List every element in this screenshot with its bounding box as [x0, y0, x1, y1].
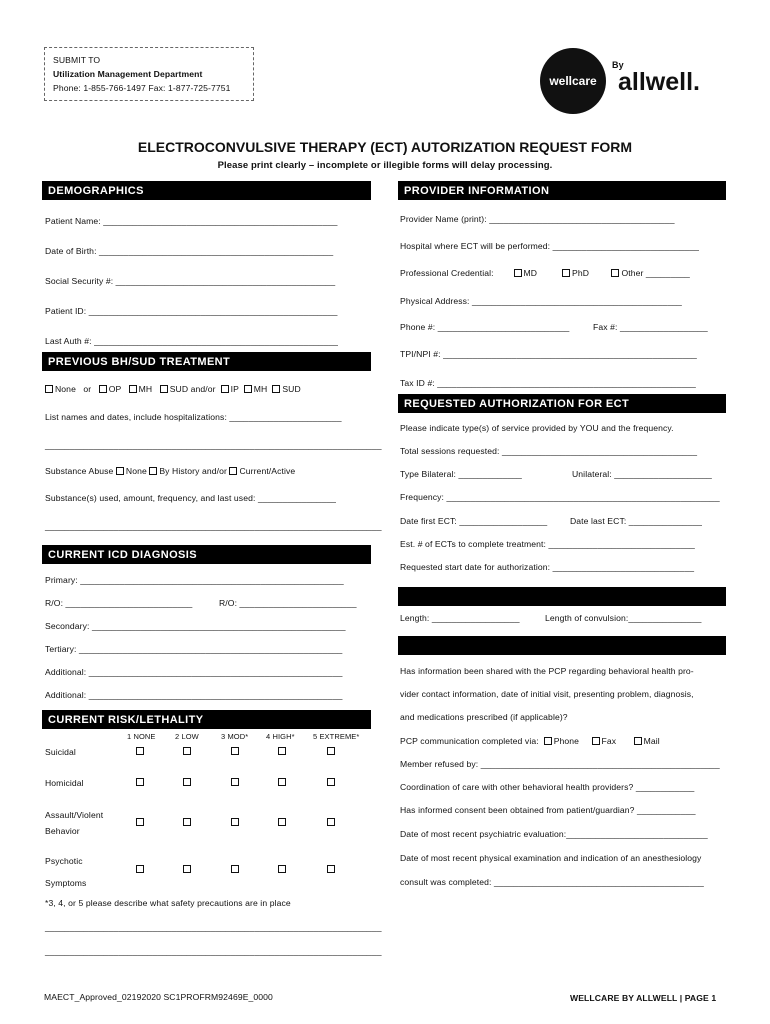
submit-dept: Utilization Management Department — [53, 69, 203, 79]
pcp-mail-checkbox[interactable] — [634, 737, 642, 745]
indicate-text: Please indicate type(s) of service provided by YOU and the frequency. — [400, 423, 674, 433]
risk-col-extreme: 5 EXTREME* — [313, 732, 360, 741]
risk-checkbox[interactable] — [327, 818, 335, 826]
risk-lethality-header: CURRENT RISK/LETHALITY — [42, 710, 371, 729]
safety-line-1[interactable]: _____________________________________________________________________ — [45, 922, 382, 932]
tpi-npi-field[interactable]: TPI/NPI #: ____________________________________________________ — [400, 349, 697, 359]
convulsion-field[interactable]: Length of convulsion:_______________ — [545, 613, 702, 623]
risk-col-none: 1 NONE — [127, 732, 156, 741]
est-ects-field[interactable]: Est. # of ECTs to complete treatment: ______________________________ — [400, 539, 695, 549]
submit-to-label: SUBMIT TO — [53, 55, 101, 65]
hospital-field[interactable]: Hospital where ECT will be performed: ______________________________ — [400, 241, 700, 251]
risk-checkbox[interactable] — [136, 818, 144, 826]
other-checkbox[interactable] — [611, 269, 619, 277]
none-checkbox[interactable] — [45, 385, 53, 393]
hospitalizations-line[interactable]: _____________________________________________________________________ — [45, 440, 382, 450]
risk-checkbox[interactable] — [327, 778, 335, 786]
previous-treatment-header: PREVIOUS BH/SUD TREATMENT — [42, 352, 371, 371]
risk-checkbox[interactable] — [183, 747, 191, 755]
risk-checkbox[interactable] — [231, 818, 239, 826]
risk-checkbox[interactable] — [136, 778, 144, 786]
risk-row-psychotic: Psychotic — [45, 856, 83, 866]
pcp-fax-checkbox[interactable] — [592, 737, 600, 745]
primary-field[interactable]: Primary: ______________________________________________________ — [45, 575, 344, 585]
psych-eval-field[interactable]: Date of most recent psychiatric evaluation:_____________________________ — [400, 829, 708, 839]
substance-abuse-row — [45, 466, 295, 476]
substances-used-field[interactable]: Substance(s) used, amount, frequency, and last used: ________________ — [45, 493, 337, 503]
ro-field-1[interactable]: R/O: __________________________ — [45, 598, 193, 608]
tax-id-field[interactable]: Tax ID #: _____________________________________________________ — [400, 378, 696, 388]
sud-label: SUD and/or — [169, 384, 216, 394]
fax-field[interactable]: Fax #: __________________ — [593, 322, 708, 332]
risk-col-mod: 3 MOD* — [221, 732, 249, 741]
safety-note: *3, 4, or 5 please describe what safety precautions are in place — [45, 898, 291, 908]
physical-exam-line1: Date of most recent physical examination and indication of an anesthesiology — [400, 853, 702, 863]
ip-sud-checkbox[interactable] — [272, 385, 280, 393]
demographics-header: DEMOGRAPHICS — [42, 181, 371, 200]
address-field[interactable]: Physical Address: ___________________________________________ — [400, 296, 682, 306]
phd-label: PhD — [572, 268, 590, 278]
dob-field[interactable]: Date of Birth: ________________________________________________ — [45, 246, 334, 256]
blank-section-bar-2 — [398, 636, 726, 655]
risk-row-suicidal: Suicidal — [45, 747, 76, 757]
risk-checkbox[interactable] — [136, 747, 144, 755]
submit-phone: Phone: 1-855-766-1497 Fax: 1-877-725-7751 — [53, 83, 231, 93]
pcp-question-line1: Has information been shared with the PCP regarding behavioral health pro- — [400, 666, 694, 676]
last-auth-field[interactable]: Last Auth #: __________________________________________________ — [45, 336, 339, 346]
md-checkbox[interactable] — [514, 269, 522, 277]
risk-checkbox[interactable] — [183, 778, 191, 786]
risk-checkbox[interactable] — [327, 865, 335, 873]
mh-label: MH — [138, 384, 153, 394]
footer-brand: WELLCARE BY ALLWELL | PAGE 1 — [570, 993, 717, 1003]
sa-history-label: By History and/or — [159, 466, 227, 476]
substance-abuse-label: Substance Abuse — [45, 466, 114, 476]
substances-line[interactable]: _____________________________________________________________________ — [45, 521, 382, 531]
risk-checkbox[interactable] — [183, 865, 191, 873]
icd-diagnosis-header: CURRENT ICD DIAGNOSIS — [42, 545, 371, 564]
pcp-question-line2: vider contact information, date of initial visit, presenting problem, diagnosis, — [400, 689, 694, 699]
sa-none-label: None — [125, 466, 147, 476]
allwell-logo: allwell. — [618, 68, 700, 96]
additional-field-2[interactable]: Additional: ____________________________________________________ — [45, 690, 343, 700]
credential-label: Professional Credential: — [400, 268, 494, 278]
credential-row — [400, 268, 690, 278]
op-label: OP — [108, 384, 122, 394]
sa-none-checkbox[interactable] — [116, 467, 124, 475]
patient-id-field[interactable]: Patient ID: ___________________________________________________ — [45, 306, 338, 316]
date-first-field[interactable]: Date first ECT: __________________ — [400, 516, 548, 526]
ro-field-2[interactable]: R/O: ________________________ — [219, 598, 357, 608]
sa-current-label: Current/Active — [239, 466, 296, 476]
additional-field-1[interactable]: Additional: ____________________________________________________ — [45, 667, 343, 677]
pcp-question-line3: and medications prescribed (if applicable)? — [400, 712, 568, 722]
risk-checkbox[interactable] — [231, 778, 239, 786]
risk-checkbox[interactable] — [231, 747, 239, 755]
previous-treatment-options — [45, 384, 301, 394]
risk-checkbox[interactable] — [136, 865, 144, 873]
risk-checkbox[interactable] — [183, 818, 191, 826]
consent-field[interactable]: Has informed consent been obtained from patient/guardian? ____________ — [400, 805, 696, 815]
phd-checkbox[interactable] — [562, 269, 570, 277]
list-hospitalizations-field[interactable]: List names and dates, include hospitalizations: _______________________ — [45, 412, 342, 422]
sud-checkbox[interactable] — [160, 385, 168, 393]
length-field[interactable]: Length: __________________ — [400, 613, 520, 623]
risk-row-psychotic-2: Symptoms — [45, 878, 87, 888]
risk-checkbox[interactable] — [327, 747, 335, 755]
footer-code: MAECT_Approved_02192020 SC1PROFRM92469E_0000 — [44, 992, 273, 1002]
ip-checkbox[interactable] — [221, 385, 229, 393]
ssn-field[interactable]: Social Security #: _____________________________________________ — [45, 276, 336, 286]
pcp-mail-label: Mail — [643, 736, 660, 746]
pcp-phone-checkbox[interactable] — [544, 737, 552, 745]
risk-checkbox[interactable] — [278, 747, 286, 755]
page-title: ELECTROCONVULSIVE THERAPY (ECT) AUTORIZATION REQUEST FORM — [137, 139, 633, 155]
pcp-completed-label: PCP communication completed via: — [400, 736, 539, 746]
frequency-field[interactable]: Frequency: ________________________________________________________ — [400, 492, 720, 502]
member-refused-field[interactable]: Member refused by: _________________________________________________ — [400, 759, 720, 769]
bilateral-field[interactable]: Type Bilateral: _____________ — [400, 469, 522, 479]
risk-checkbox[interactable] — [278, 865, 286, 873]
ip-label: IP — [230, 384, 239, 394]
wellcare-logo — [540, 48, 606, 114]
pcp-fax-label: Fax — [601, 736, 617, 746]
pcp-phone-label: Phone — [553, 736, 580, 746]
risk-col-high: 4 HIGH* — [266, 732, 295, 741]
safety-line-2[interactable]: _____________________________________________________________________ — [45, 946, 382, 956]
sa-history-checkbox[interactable] — [149, 467, 157, 475]
ip-mh-label: MH — [253, 384, 268, 394]
phone-field[interactable]: Phone #: ___________________________ — [400, 322, 570, 332]
secondary-field[interactable]: Secondary: ____________________________________________________ — [45, 621, 346, 631]
wellcare-logo-text: wellcare — [549, 74, 597, 88]
provider-name-field[interactable]: Provider Name (print): ______________________________________ — [400, 214, 675, 224]
risk-col-low: 2 LOW — [175, 732, 199, 741]
date-last-field[interactable]: Date last ECT: _______________ — [570, 516, 703, 526]
op-checkbox[interactable] — [99, 385, 107, 393]
physical-exam-field[interactable]: consult was completed: ___________________________________________ — [400, 877, 704, 887]
risk-row-assault-2: Behavior — [45, 826, 80, 836]
risk-checkbox[interactable] — [231, 865, 239, 873]
blank-section-bar-1 — [398, 587, 726, 606]
risk-checkbox[interactable] — [278, 778, 286, 786]
pcp-completed-row — [400, 736, 660, 746]
ip-sud-label: SUD — [282, 384, 301, 394]
unilateral-field[interactable]: Unilateral: ____________________ — [572, 469, 712, 479]
risk-row-homicidal: Homicidal — [45, 778, 84, 788]
logo-by: By — [612, 60, 624, 70]
coordination-field[interactable]: Coordination of care with other behavioral health providers? ____________ — [400, 782, 695, 792]
patient-name-field[interactable]: Patient Name: ________________________________________________ — [45, 216, 338, 226]
md-label: MD — [523, 268, 538, 278]
none-label: None — [55, 384, 76, 394]
or-label: or — [83, 384, 92, 394]
requested-auth-header: REQUESTED AUTHORIZATION FOR ECT — [398, 394, 726, 413]
page-subtitle: Please print clearly – incomplete or illegible forms will delay processing. — [217, 160, 553, 171]
sa-current-checkbox[interactable] — [229, 467, 237, 475]
ip-mh-checkbox[interactable] — [244, 385, 252, 393]
mh-checkbox[interactable] — [129, 385, 137, 393]
start-date-field[interactable]: Requested start date for authorization: _____________________________ — [400, 562, 695, 572]
other-label: Other _________ — [621, 268, 690, 278]
sessions-field[interactable]: Total sessions requested: ________________________________________ — [400, 446, 698, 456]
tertiary-field[interactable]: Tertiary: ______________________________________________________ — [45, 644, 343, 654]
risk-row-assault: Assault/Violent — [45, 810, 104, 820]
risk-checkbox[interactable] — [278, 818, 286, 826]
provider-info-header: PROVIDER INFORMATION — [398, 181, 726, 200]
